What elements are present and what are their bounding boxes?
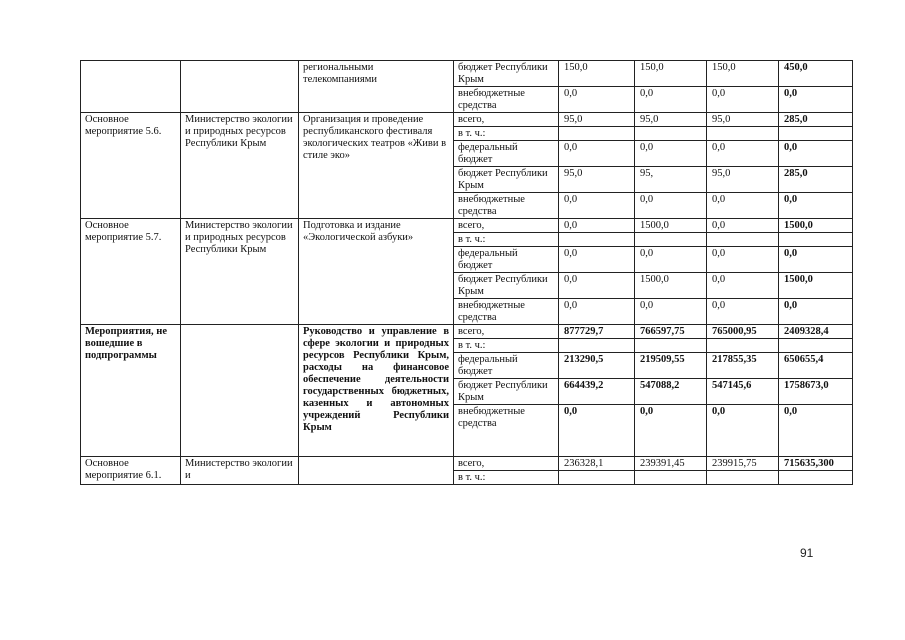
funding-source-cell: всего, (454, 113, 559, 127)
value-cell (707, 339, 779, 353)
value-cell: 236328,1 (559, 457, 635, 471)
funding-source-cell: в т. ч.: (454, 127, 559, 141)
activity-cell (81, 61, 181, 113)
value-cell (635, 127, 707, 141)
value-cell: 0,0 (559, 141, 635, 167)
value-cell: 1500,0 (635, 273, 707, 299)
total-cell: 0,0 (779, 247, 853, 273)
funding-source-cell: всего, (454, 219, 559, 233)
value-cell: 0,0 (559, 219, 635, 233)
table-row (81, 325, 853, 339)
total-cell: 0,0 (779, 141, 853, 167)
value-cell: 95,0 (707, 167, 779, 193)
total-cell: 0,0 (779, 87, 853, 113)
value-cell: 664439,2 (559, 379, 635, 405)
value-cell: 150,0 (707, 61, 779, 87)
value-cell: 0,0 (707, 219, 779, 233)
total-cell (779, 127, 853, 141)
total-cell (779, 233, 853, 247)
value-cell: 0,0 (635, 193, 707, 219)
total-cell: 1500,0 (779, 273, 853, 299)
value-cell: 0,0 (559, 405, 635, 457)
activity-cell: Основное мероприятие 5.6. (81, 113, 181, 219)
value-cell (707, 471, 779, 485)
value-cell: 0,0 (707, 87, 779, 113)
funding-source-cell: бюджет Республики Крым (454, 167, 559, 193)
description-cell (299, 457, 454, 485)
table-row (81, 457, 853, 471)
description-cell: Организация и проведение республиканского фестиваля экологических театров «Живи в стиле эко» (299, 113, 454, 219)
table-row (81, 219, 853, 233)
value-cell (559, 233, 635, 247)
description-cell: Подготовка и издание «Экологической азбуки» (299, 219, 454, 325)
value-cell: 766597,75 (635, 325, 707, 339)
value-cell (559, 339, 635, 353)
funding-source-cell: внебюджетные средства (454, 299, 559, 325)
value-cell: 547145,6 (707, 379, 779, 405)
value-cell: 0,0 (559, 273, 635, 299)
value-cell: 877729,7 (559, 325, 635, 339)
value-cell: 0,0 (559, 247, 635, 273)
value-cell: 219509,55 (635, 353, 707, 379)
description-cell: региональными телекомпаниями (299, 61, 454, 113)
funding-source-cell: в т. ч.: (454, 339, 559, 353)
executor-cell (181, 61, 299, 113)
funding-source-cell: в т. ч.: (454, 471, 559, 485)
value-cell: 0,0 (707, 299, 779, 325)
total-cell: 650655,4 (779, 353, 853, 379)
executor-cell: Министерство экологии и (181, 457, 299, 485)
value-cell: 239915,75 (707, 457, 779, 471)
value-cell: 0,0 (707, 193, 779, 219)
value-cell: 0,0 (559, 299, 635, 325)
budget-table (80, 60, 853, 485)
executor-cell (181, 325, 299, 457)
value-cell: 217855,35 (707, 353, 779, 379)
executor-cell: Министерство экологии и природных ресурсов Республики Крым (181, 219, 299, 325)
value-cell: 0,0 (635, 87, 707, 113)
total-cell: 450,0 (779, 61, 853, 87)
total-cell: 285,0 (779, 113, 853, 127)
value-cell: 0,0 (707, 273, 779, 299)
value-cell (635, 233, 707, 247)
total-cell: 0,0 (779, 405, 853, 457)
value-cell: 0,0 (707, 247, 779, 273)
value-cell: 0,0 (559, 193, 635, 219)
value-cell: 547088,2 (635, 379, 707, 405)
value-cell: 765000,95 (707, 325, 779, 339)
value-cell: 150,0 (559, 61, 635, 87)
activity-cell: Основное мероприятие 5.7. (81, 219, 181, 325)
total-cell: 715635,300 (779, 457, 853, 471)
table-row (81, 113, 853, 127)
page-number: 91 (800, 546, 814, 560)
value-cell (707, 233, 779, 247)
funding-source-cell: бюджет Республики Крым (454, 273, 559, 299)
funding-source-cell: всего, (454, 325, 559, 339)
value-cell (707, 127, 779, 141)
total-cell (779, 339, 853, 353)
total-cell: 285,0 (779, 167, 853, 193)
value-cell: 0,0 (635, 405, 707, 457)
value-cell: 0,0 (559, 87, 635, 113)
activity-cell: Мероприятия, не вошедшие в подпрограммы (81, 325, 181, 457)
funding-source-cell: внебюджетные средства (454, 193, 559, 219)
executor-cell: Министерство экологии и природных ресурсов Республики Крым (181, 113, 299, 219)
value-cell (635, 471, 707, 485)
total-cell (779, 471, 853, 485)
table-row (81, 61, 853, 87)
total-cell: 0,0 (779, 299, 853, 325)
value-cell (635, 339, 707, 353)
funding-source-cell: федеральный бюджет (454, 247, 559, 273)
value-cell: 95,0 (559, 167, 635, 193)
funding-source-cell: в т. ч.: (454, 233, 559, 247)
value-cell: 213290,5 (559, 353, 635, 379)
funding-source-cell: всего, (454, 457, 559, 471)
funding-source-cell: федеральный бюджет (454, 141, 559, 167)
total-cell: 1758673,0 (779, 379, 853, 405)
value-cell: 0,0 (635, 299, 707, 325)
funding-source-cell: внебюджетные средства (454, 405, 559, 457)
value-cell (559, 471, 635, 485)
value-cell: 0,0 (707, 141, 779, 167)
total-cell: 0,0 (779, 193, 853, 219)
funding-source-cell: федеральный бюджет (454, 353, 559, 379)
description-cell: Руководство и управление в сфере экологии и природных ресурсов Республики Крым, расходы на финансовое обеспечение деятельности государственных бюджетных, казенных и автономных учреждений Республики Крым (299, 325, 454, 457)
funding-source-cell: внебюджетные средства (454, 87, 559, 113)
value-cell: 0,0 (635, 247, 707, 273)
activity-cell: Основное мероприятие 6.1. (81, 457, 181, 485)
funding-source-cell: бюджет Республики Крым (454, 61, 559, 87)
value-cell: 150,0 (635, 61, 707, 87)
value-cell: 95,0 (559, 113, 635, 127)
funding-source-cell: бюджет Республики Крым (454, 379, 559, 405)
value-cell: 239391,45 (635, 457, 707, 471)
total-cell: 2409328,4 (779, 325, 853, 339)
value-cell: 1500,0 (635, 219, 707, 233)
value-cell: 95,0 (635, 113, 707, 127)
value-cell: 0,0 (707, 405, 779, 457)
value-cell: 95, (635, 167, 707, 193)
value-cell: 95,0 (707, 113, 779, 127)
value-cell: 0,0 (635, 141, 707, 167)
total-cell: 1500,0 (779, 219, 853, 233)
value-cell (559, 127, 635, 141)
